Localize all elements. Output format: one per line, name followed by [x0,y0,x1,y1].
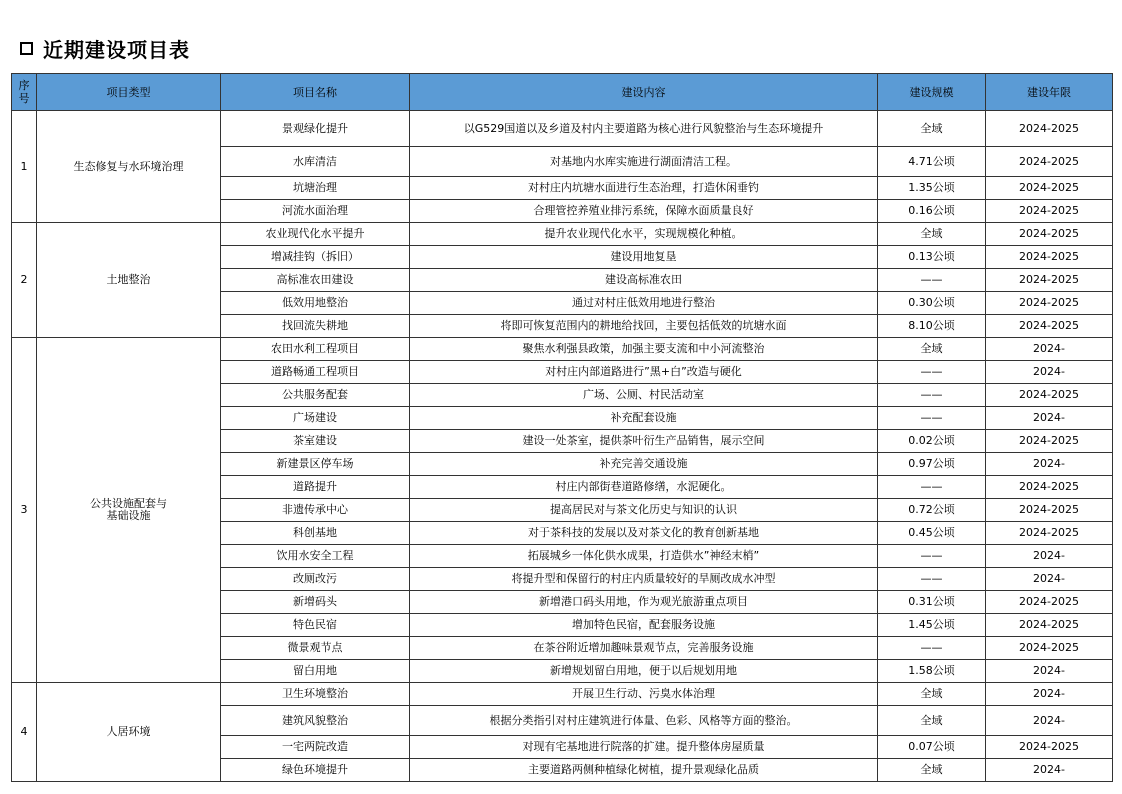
cell-name: 微景观节点 [221,637,410,660]
cell-content: 根据分类指引对村庄建筑进行体量、色彩、风格等方面的整治。 [410,706,878,736]
cell-period: 2024-2025 [986,522,1113,545]
table-body [12,111,1113,782]
header-type: 项目类型 [37,74,221,111]
group-type-line: 基础设施 [106,509,151,522]
cell-period: 2024-2025 [986,269,1113,292]
cell-period: 2024-2025 [986,177,1113,200]
cell-scale: —— [878,568,986,591]
cell-period: 2024- [986,568,1113,591]
cell-name: 增减挂钩（拆旧） [221,246,410,269]
cell-period: 2024-2025 [986,476,1113,499]
group-type-cell: 生态修复与水环境治理 [37,111,221,223]
square-bullet-icon [20,42,33,55]
cell-name: 绿色环境提升 [221,759,410,782]
cell-scale: 0.31公顷 [878,591,986,614]
cell-content: 以G529国道以及乡道及村内主要道路为核心进行风貌整治与生态环境提升 [410,111,878,147]
cell-scale: 8.10公顷 [878,315,986,338]
cell-content: 提高居民对与茶文化历史与知识的认识 [410,499,878,522]
group-seq-cell: 1 [12,111,37,223]
cell-name: 新增码头 [221,591,410,614]
cell-scale: 0.16公顷 [878,200,986,223]
cell-content: 将提升型和保留行的村庄内质量较好的旱厕改成水冲型 [410,568,878,591]
group-seq-cell: 4 [12,683,37,782]
cell-scale: —— [878,637,986,660]
cell-content: 对基地内水库实施进行湖面清洁工程。 [410,147,878,177]
cell-scale: 0.45公顷 [878,522,986,545]
cell-period: 2024- [986,759,1113,782]
cell-scale: —— [878,384,986,407]
cell-name: 水库清洁 [221,147,410,177]
cell-period: 2024-2025 [986,200,1113,223]
cell-period: 2024-2025 [986,499,1113,522]
cell-scale: 1.58公顷 [878,660,986,683]
cell-period: 2024-2025 [986,637,1113,660]
table-row [12,111,1113,147]
cell-content: 在茶谷附近增加趣味景观节点，完善服务设施 [410,637,878,660]
cell-name: 河流水面治理 [221,200,410,223]
cell-period: 2024- [986,338,1113,361]
cell-content: 建设一处茶室，提供茶叶衍生产品销售，展示空间 [410,430,878,453]
cell-scale: 全域 [878,223,986,246]
header-content: 建设内容 [410,74,878,111]
cell-period: 2024-2025 [986,384,1113,407]
cell-scale: 0.13公顷 [878,246,986,269]
cell-name: 科创基地 [221,522,410,545]
cell-scale: 1.45公顷 [878,614,986,637]
cell-name: 一宅两院改造 [221,736,410,759]
cell-scale: 全域 [878,683,986,706]
cell-content: 增加特色民宿，配套服务设施 [410,614,878,637]
cell-content: 补充配套设施 [410,407,878,430]
cell-name: 道路畅通工程项目 [221,361,410,384]
cell-content: 聚焦水利强县政策，加强主要支流和中小河流整治 [410,338,878,361]
cell-content: 对村庄内坑塘水面进行生态治理，打造休闲垂钓 [410,177,878,200]
cell-scale: 4.71公顷 [878,147,986,177]
cell-scale: 0.97公顷 [878,453,986,476]
cell-scale: 0.72公顷 [878,499,986,522]
header-name: 项目名称 [221,74,410,111]
cell-scale: —— [878,361,986,384]
cell-scale: 0.07公顷 [878,736,986,759]
page-title [20,34,190,63]
cell-content: 合理管控养殖业排污系统，保障水面质量良好 [410,200,878,223]
cell-period: 2024- [986,453,1113,476]
cell-period: 2024-2025 [986,430,1113,453]
header-scale: 建设规模 [878,74,986,111]
cell-scale: —— [878,407,986,430]
cell-name: 改厕改污 [221,568,410,591]
cell-name: 非遗传承中心 [221,499,410,522]
cell-content: 村庄内部街巷道路修缮，水泥硬化。 [410,476,878,499]
cell-name: 建筑风貌整治 [221,706,410,736]
cell-content: 将即可恢复范围内的耕地给找回，主要包括低效的坑塘水面 [410,315,878,338]
cell-name: 公共服务配套 [221,384,410,407]
cell-name: 饮用水安全工程 [221,545,410,568]
table-header-row [12,74,1113,111]
group-seq-cell: 2 [12,223,37,338]
cell-scale: 全域 [878,706,986,736]
cell-name: 茶室建设 [221,430,410,453]
cell-name: 坑塘治理 [221,177,410,200]
cell-period: 2024-2025 [986,147,1113,177]
cell-name: 新建景区停车场 [221,453,410,476]
cell-content: 通过对村庄低效用地进行整治 [410,292,878,315]
cell-scale: —— [878,476,986,499]
cell-scale: 1.35公顷 [878,177,986,200]
cell-content: 广场、公厕、村民活动室 [410,384,878,407]
header-seq: 序号 [12,74,37,111]
cell-content: 主要道路两侧种植绿化树植，提升景观绿化品质 [410,759,878,782]
cell-name: 高标准农田建设 [221,269,410,292]
cell-name: 景观绿化提升 [221,111,410,147]
group-type-cell [37,338,221,683]
cell-content: 开展卫生行动、污臭水体治理 [410,683,878,706]
table-row [12,683,1113,706]
cell-period: 2024- [986,407,1113,430]
group-type-cell: 人居环境 [37,683,221,782]
header-period: 建设年限 [986,74,1113,111]
group-type-line: 公共设施配套与 [90,497,167,510]
cell-name: 农业现代化水平提升 [221,223,410,246]
cell-name: 低效用地整治 [221,292,410,315]
cell-content: 建设用地复垦 [410,246,878,269]
cell-period: 2024-2025 [986,591,1113,614]
cell-content: 提升农业现代化水平，实现规模化种植。 [410,223,878,246]
cell-period: 2024-2025 [986,315,1113,338]
cell-content: 对村庄内部道路进行”黑+白”改造与硬化 [410,361,878,384]
cell-period: 2024- [986,706,1113,736]
cell-scale: —— [878,545,986,568]
cell-scale: —— [878,269,986,292]
cell-period: 2024-2025 [986,111,1113,147]
cell-name: 广场建设 [221,407,410,430]
table-row [12,223,1113,246]
group-seq-cell: 3 [12,338,37,683]
cell-scale: 全域 [878,338,986,361]
cell-name: 道路提升 [221,476,410,499]
cell-name: 卫生环境整治 [221,683,410,706]
cell-scale: 全域 [878,111,986,147]
page-title-text: 近期建设项目表 [43,38,190,62]
cell-name: 找回流失耕地 [221,315,410,338]
cell-period: 2024-2025 [986,223,1113,246]
cell-scale: 0.02公顷 [878,430,986,453]
group-type-cell: 土地整治 [37,223,221,338]
cell-content: 对于茶科技的发展以及对茶文化的教育创新基地 [410,522,878,545]
cell-period: 2024- [986,361,1113,384]
cell-name: 农田水利工程项目 [221,338,410,361]
cell-content: 对现有宅基地进行院落的扩建。提升整体房屋质量 [410,736,878,759]
cell-content: 拓展城乡一体化供水成果，打造供水”神经末梢” [410,545,878,568]
table-row [12,338,1113,361]
cell-period: 2024-2025 [986,246,1113,269]
cell-period: 2024-2025 [986,614,1113,637]
cell-content: 新增规划留白用地，便于以后规划用地 [410,660,878,683]
cell-scale: 全域 [878,759,986,782]
cell-period: 2024-2025 [986,736,1113,759]
cell-period: 2024- [986,545,1113,568]
cell-content: 补充完善交通设施 [410,453,878,476]
cell-scale: 0.30公顷 [878,292,986,315]
project-table [11,73,1113,782]
cell-content: 建设高标准农田 [410,269,878,292]
cell-content: 新增港口码头用地，作为观光旅游重点项目 [410,591,878,614]
cell-period: 2024- [986,683,1113,706]
cell-name: 留白用地 [221,660,410,683]
cell-name: 特色民宿 [221,614,410,637]
cell-period: 2024-2025 [986,292,1113,315]
cell-period: 2024- [986,660,1113,683]
